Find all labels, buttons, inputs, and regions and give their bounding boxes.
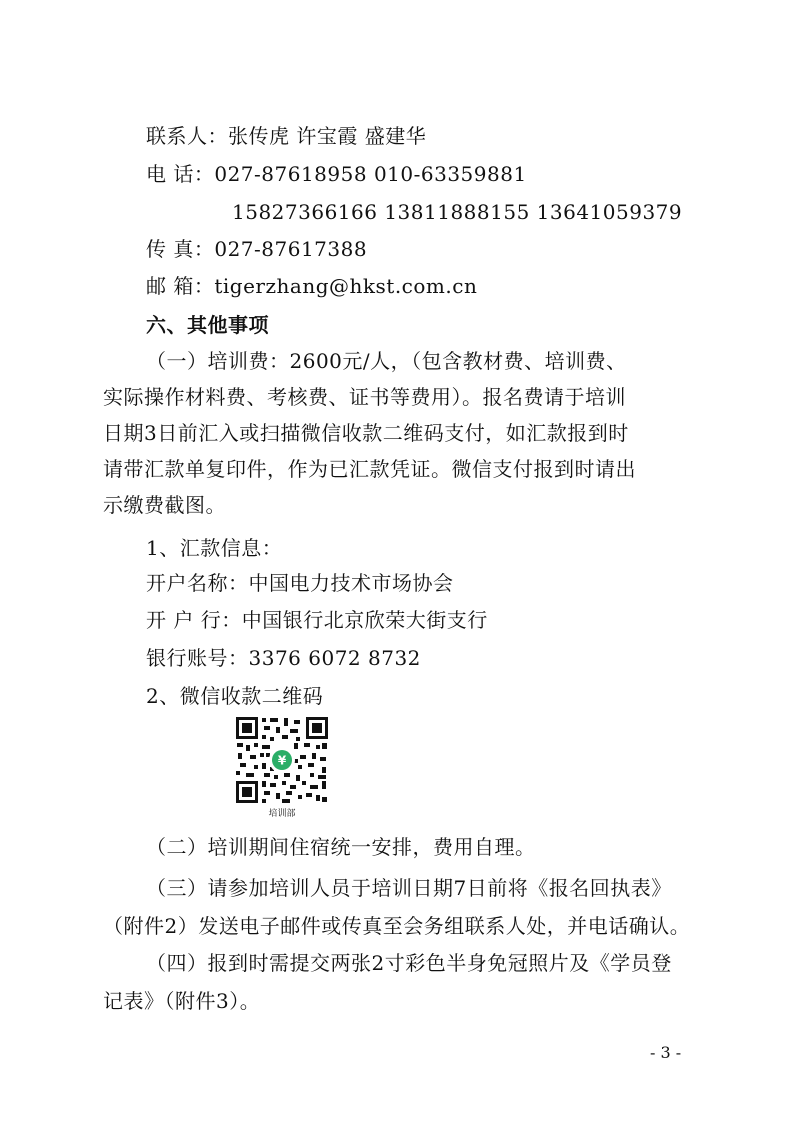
fee-paragraph-line-4: 请带汇款单复印件，作为已汇款凭证。微信支付报到时请出 xyxy=(103,457,636,481)
contact-phone-line-1: 电 话：027-87618958 010-63359881 xyxy=(146,162,527,186)
fee-paragraph-line-1: （一）培训费：2600元/人，（包含教材费、培训费、 xyxy=(146,349,627,373)
fee-paragraph-line-3: 日期3日前汇入或扫描微信收款二维码支付，如汇款报到时 xyxy=(103,421,629,445)
contact-fax: 传 真：027-87617388 xyxy=(146,237,368,261)
item-registration-line-1: （三）请参加培训人员于培训日期7日前将《报名回执表》 xyxy=(146,876,672,900)
page-number: - 3 - xyxy=(650,1043,682,1062)
contact-phone-line-2: 15827366166 13811888155 13641059379 xyxy=(232,200,683,224)
wechat-qr-title: 2、微信收款二维码 xyxy=(146,684,324,708)
qr-code-icon xyxy=(234,715,330,805)
account-number: 银行账号：3376 6072 8732 xyxy=(146,646,421,670)
account-name: 开户名称：中国电力技术市场协会 xyxy=(146,571,454,595)
yuan-icon: ¥ xyxy=(277,753,287,768)
item-photos-line-1: （四）报到时需提交两张2寸彩色半身免冠照片及《学员登 xyxy=(146,951,672,975)
item-photos-line-2: 记表》（附件3）。 xyxy=(103,989,261,1013)
bank-branch: 开 户 行：中国银行北京欣荣大街支行 xyxy=(146,608,488,632)
fee-paragraph-line-2: 实际操作材料费、考核费、证书等费用）。报名费请于培训 xyxy=(103,385,626,409)
section-heading-other-matters: 六、其他事项 xyxy=(146,313,269,337)
item-registration-line-2: （附件2）发送电子邮件或传真至会务组联系人处，并电话确认。 xyxy=(103,914,691,938)
qr-caption: 培训部 xyxy=(268,809,296,819)
fee-paragraph-line-5: 示缴费截图。 xyxy=(103,493,226,517)
contact-email: 邮 箱：tigerzhang@hkst.com.cn xyxy=(146,274,478,298)
remit-info-title: 1、汇款信息： xyxy=(146,536,283,560)
wechat-qr-block xyxy=(234,715,330,820)
item-accommodation: （二）培训期间住宿统一安排，费用自理。 xyxy=(146,835,536,859)
contact-people: 联系人：张传虎 许宝霞 盛建华 xyxy=(146,124,427,148)
